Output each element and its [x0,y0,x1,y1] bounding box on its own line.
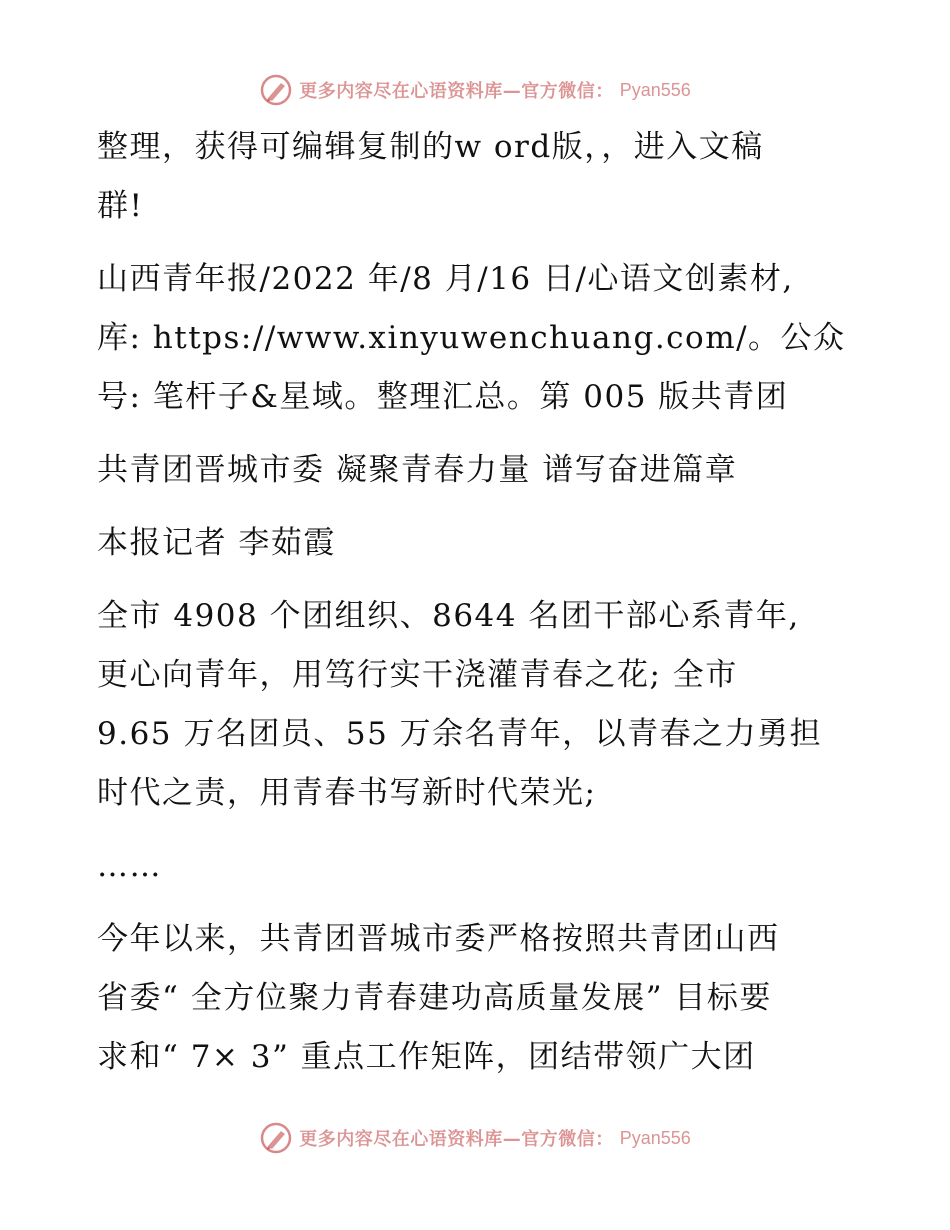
paragraph-intro [97,118,857,236]
paragraph-source [97,250,857,427]
text-line: 群! [97,188,144,224]
text-line: 山西青年报/2022 年/8 月/16 日/心语文创素材, [97,261,794,297]
pen-logo-icon [259,73,293,107]
text-line: 号: 笔杆子&星域。整理汇总。第 005 版共青团 [97,379,789,415]
text-line: …… [97,848,162,884]
text-line: 整理，获得可编辑复制的w ord版，，进入文稿 [97,129,764,165]
text-line: 库: https://www.xinyuwenchuang.com/。公众 [97,320,846,356]
pen-logo-icon [259,1121,293,1155]
text-line: 9.65 万名团员、55 万余名青年，以青春之力勇担 [97,716,823,752]
text-line: 省委“ 全方位聚力青春建功高质量发展” 目标要 [97,980,772,1016]
paragraph-byline [97,514,857,573]
text-line: 时代之责，用青春书写新时代荣光; [97,775,597,811]
paragraph-summary [97,587,857,823]
text-line: 今年以来，共青团晋城市委严格按照共青团山西 [97,921,780,957]
watermark-account: Pyan556 [619,79,691,100]
text-line: 更心向青年，用笃行实干浇灌青春之花; 全市 [97,657,738,693]
paragraph-ellipsis [97,837,857,896]
paragraph-body [97,910,857,1087]
watermark-text: 更多内容尽在心语资料库—官方微信： [299,81,614,102]
text-line: 全市 4908 个团组织、8644 名团干部心系青年, [97,598,800,634]
text-line: 求和“ 7× 3” 重点工作矩阵，团结带领广大团 [97,1039,756,1075]
watermark-text: 更多内容尽在心语资料库—官方微信： [299,1129,614,1150]
document-body [97,118,857,1101]
watermark-account: Pyan556 [619,1127,691,1148]
text-line: 本报记者 李茹霞 [97,525,336,561]
text-line: 共青团晋城市委 凝聚青春力量 谱写奋进篇章 [97,452,738,488]
watermark-banner-top [0,70,950,110]
watermark-banner-bottom [0,1118,950,1158]
paragraph-headline [97,441,857,500]
